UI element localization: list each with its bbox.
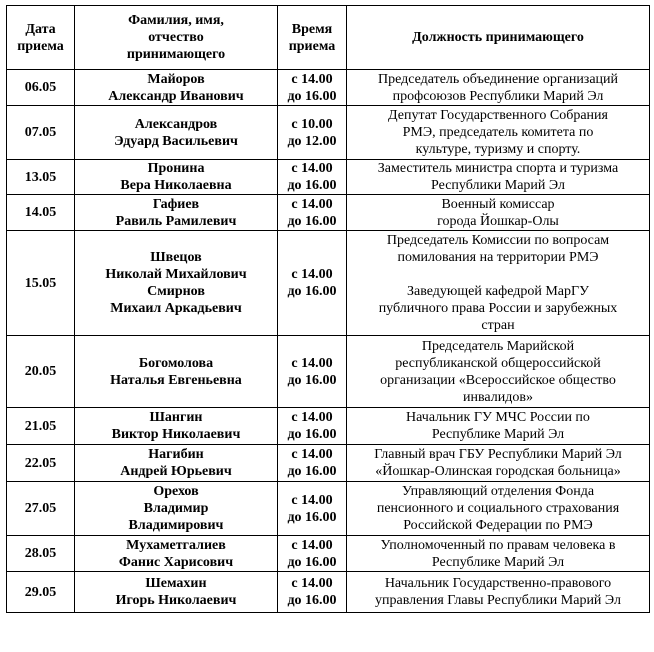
reception-time (278, 482, 347, 536)
time-line: с 14.00 (291, 492, 333, 508)
position-line: помилования на территории РМЭ (397, 250, 599, 265)
position-line: города Йошкар-Олы (437, 213, 559, 229)
paragraph-gap (349, 266, 647, 283)
position-line: Депутат Государственного Собрания (388, 108, 608, 123)
reception-schedule-table (6, 5, 650, 613)
position-line: инвалидов» (463, 389, 533, 405)
reception-time (278, 195, 347, 231)
position-line: Заведующей кафедрой МарГУ (406, 284, 590, 299)
table-row (7, 408, 650, 445)
position-line: пенсионного и социального страхования (376, 501, 620, 516)
time-line: до 16.00 (287, 372, 337, 388)
position-line: Управляющий отделения Фонда (401, 484, 595, 499)
reception-time (278, 336, 347, 408)
official-position (347, 70, 650, 106)
reception-date: 14.05 (7, 195, 75, 231)
position-line: «Йошкар-Олинская городская больница» (375, 464, 621, 479)
table-row (7, 445, 650, 482)
position-line: Главный врач ГБУ Республики Марий Эл (374, 447, 622, 462)
official-position (347, 160, 650, 195)
table-row (7, 70, 650, 106)
name-line: Андрей Юрьевич (120, 464, 232, 479)
table-row (7, 195, 650, 231)
official-position (347, 445, 650, 482)
position-line: Начальник Государственно-правового (384, 576, 612, 591)
time-line: до 16.00 (287, 464, 337, 479)
position-line: Начальник ГУ МЧС России по (406, 410, 590, 425)
official-name (75, 408, 278, 445)
official-name (75, 231, 278, 336)
time-line: с 14.00 (291, 161, 333, 176)
time-line: до 16.00 (287, 88, 337, 104)
table-row (7, 482, 650, 536)
name-line: Александр Иванович (108, 88, 244, 104)
time-line: с 14.00 (291, 196, 333, 212)
table-row (7, 536, 650, 572)
position-line: культуре, туризму и спорту. (415, 142, 581, 157)
official-name (75, 482, 278, 536)
official-name (75, 572, 278, 613)
name-line: Шангин (149, 410, 203, 425)
time-line: с 10.00 (291, 116, 333, 132)
reception-date: 15.05 (7, 231, 75, 336)
position-line: стран (481, 318, 515, 333)
name-line: Виктор Николаевич (111, 427, 241, 442)
time-line: до 16.00 (287, 284, 337, 299)
name-line: Орехов (153, 484, 199, 499)
name-line: Богомолова (138, 355, 214, 371)
header-time: Время приема (278, 6, 347, 70)
reception-time (278, 106, 347, 160)
position-line: республиканской общероссийской (395, 355, 601, 371)
table-row (7, 160, 650, 195)
official-position (347, 536, 650, 572)
reception-date: 27.05 (7, 482, 75, 536)
time-line: до 16.00 (287, 509, 337, 525)
reception-time (278, 536, 347, 572)
position-line: РМЭ, председатель комитета по (402, 125, 594, 140)
reception-date: 20.05 (7, 336, 75, 408)
reception-time (278, 70, 347, 106)
name-line: Смирнов (147, 284, 205, 299)
official-name (75, 160, 278, 195)
position-line: Заместитель министра спорта и туризма (377, 161, 619, 176)
name-line: Равиль Рамилевич (115, 213, 237, 229)
name-line: Швецов (150, 250, 202, 265)
name-line: Владимир (143, 501, 209, 516)
time-line: с 14.00 (291, 537, 333, 553)
table-row (7, 336, 650, 408)
official-position (347, 482, 650, 536)
table-row (7, 572, 650, 613)
name-line: Игорь Николаевич (115, 593, 237, 608)
name-line: Эдуард Васильевич (114, 133, 238, 149)
name-line: Пронина (147, 161, 205, 176)
official-name (75, 445, 278, 482)
reception-time (278, 231, 347, 336)
official-name (75, 106, 278, 160)
position-line: управления Главы Республики Марий Эл (375, 593, 621, 608)
time-line: до 12.00 (287, 133, 337, 149)
table-row (7, 231, 650, 336)
time-line: с 14.00 (291, 267, 333, 282)
time-line: до 16.00 (287, 213, 337, 229)
header-date: Дата приема (7, 6, 75, 70)
header-row (7, 6, 650, 70)
reception-date: 06.05 (7, 70, 75, 106)
official-position (347, 336, 650, 408)
official-position (347, 195, 650, 231)
position-line: Республике Марий Эл (431, 554, 565, 570)
position-line: Председатель Комиссии по вопросам (386, 233, 610, 248)
reception-date: 22.05 (7, 445, 75, 482)
time-line: до 16.00 (287, 554, 337, 570)
official-name (75, 336, 278, 408)
name-line: Владимирович (128, 518, 224, 533)
time-line: до 16.00 (287, 427, 337, 442)
time-line: с 14.00 (291, 447, 333, 462)
position-line: Российской Федерации по РМЭ (403, 518, 593, 533)
name-line: Майоров (147, 71, 205, 87)
name-line: Наталья Евгеньевна (110, 372, 242, 388)
position-line: Республике Марий Эл (431, 427, 565, 442)
name-line: Мухаметгалиев (126, 537, 226, 553)
official-name (75, 195, 278, 231)
name-line: Нагибин (148, 447, 204, 462)
reception-time (278, 408, 347, 445)
reception-time (278, 572, 347, 613)
official-name (75, 536, 278, 572)
position-line: Республики Марий Эл (431, 178, 565, 193)
official-position (347, 408, 650, 445)
name-line: Вера Николаевна (120, 178, 232, 193)
name-line: Михаил Аркадьевич (110, 301, 242, 316)
header-position: Должность принимающего (347, 6, 650, 70)
position-line: профсоюзов Республики Марий Эл (392, 88, 604, 104)
name-line: Шемахин (145, 576, 207, 591)
official-name (75, 70, 278, 106)
reception-date: 13.05 (7, 160, 75, 195)
reception-date: 21.05 (7, 408, 75, 445)
name-line: Николай Михайлович (105, 267, 247, 282)
header-name: Фамилия, имя, отчество принимающего (75, 6, 278, 70)
position-line: организации «Всероссийское общество (380, 372, 616, 388)
reception-date: 28.05 (7, 536, 75, 572)
official-position (347, 106, 650, 160)
reception-time (278, 445, 347, 482)
official-position (347, 231, 650, 336)
position-line: Председатель Марийской (421, 338, 575, 354)
reception-time (278, 160, 347, 195)
position-line: Военный комиссар (441, 196, 555, 212)
name-line: Фанис Харисович (118, 554, 234, 570)
position-line: публичного права России и зарубежных (378, 301, 618, 316)
reception-date: 07.05 (7, 106, 75, 160)
reception-date: 29.05 (7, 572, 75, 613)
time-line: до 16.00 (287, 178, 337, 193)
time-line: с 14.00 (291, 576, 333, 591)
name-line: Александров (134, 116, 218, 132)
table-row (7, 106, 650, 160)
official-position (347, 572, 650, 613)
position-line: Председатель объединение организаций (377, 71, 619, 87)
time-line: с 14.00 (291, 71, 333, 87)
time-line: до 16.00 (287, 593, 337, 608)
time-line: с 14.00 (291, 410, 333, 425)
name-line: Гафиев (152, 196, 200, 212)
time-line: с 14.00 (291, 355, 333, 371)
position-line: Уполномоченный по правам человека в (380, 537, 616, 553)
